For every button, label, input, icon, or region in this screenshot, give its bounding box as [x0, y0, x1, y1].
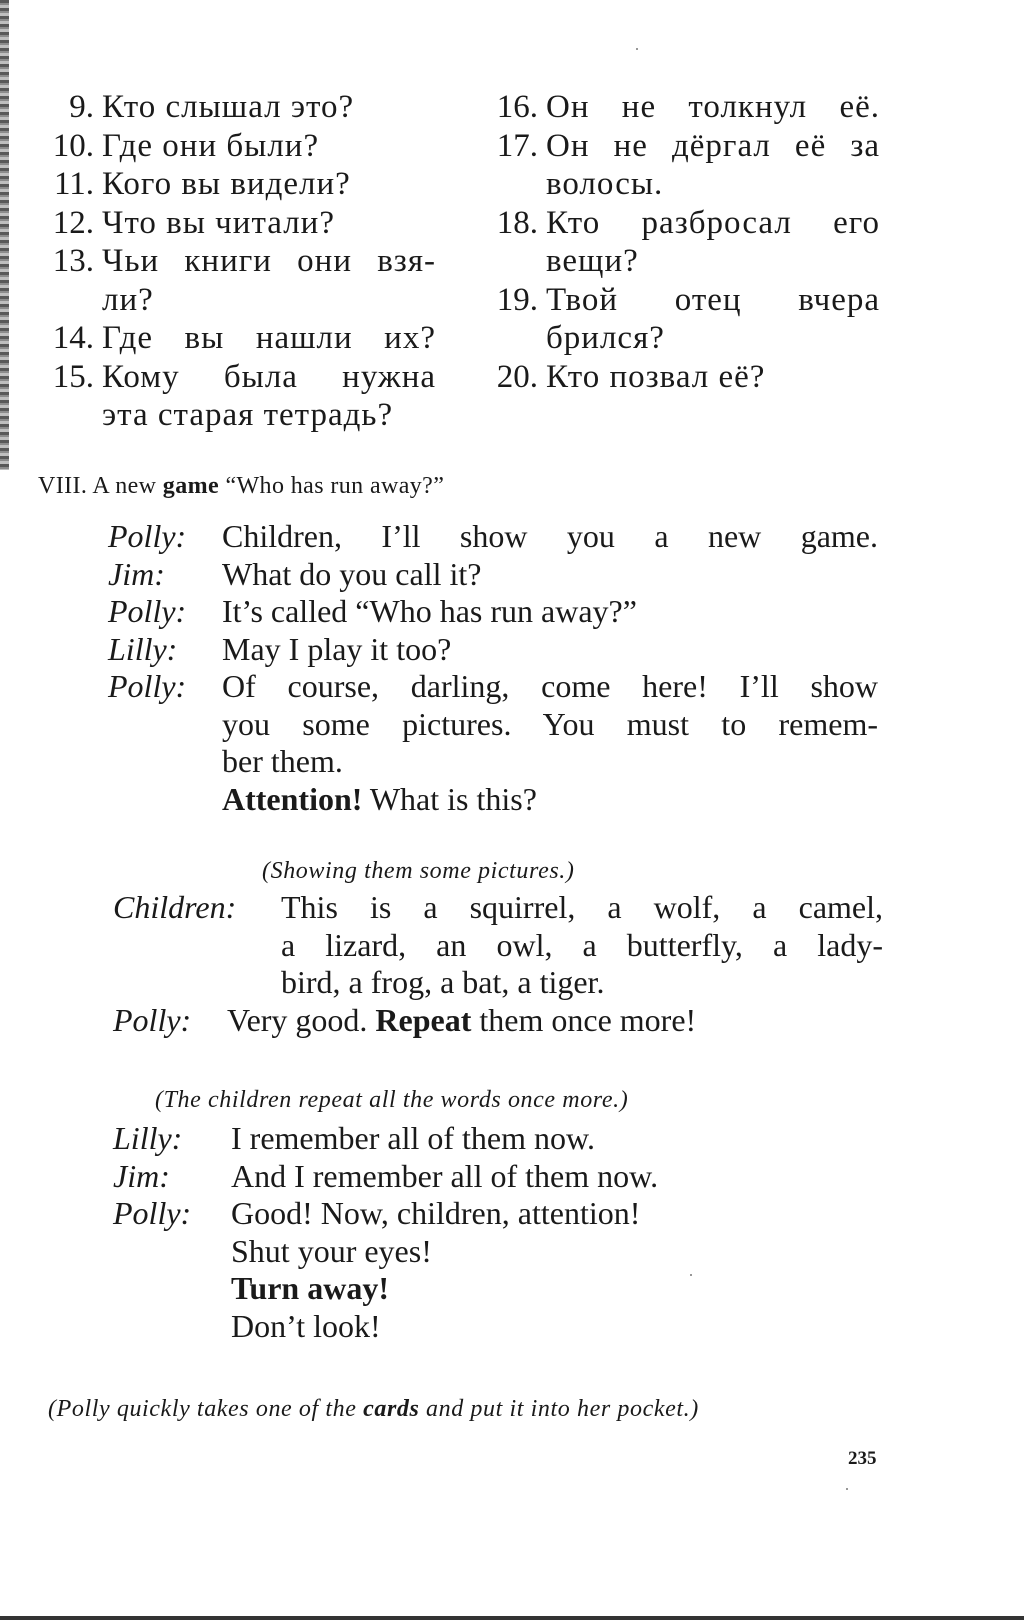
dialogue-text: you some pictures. You must to remem- [222, 705, 878, 742]
section-numeral: VIII. [38, 473, 88, 499]
question-continuation [480, 319, 880, 358]
question-item [36, 127, 436, 166]
question-text: Чьи книги они взя- [102, 243, 436, 279]
question-text: волосы. [546, 166, 664, 202]
question-text: Где они были? [102, 127, 320, 164]
section-title-post: “Who has run away?” [225, 473, 445, 499]
question-item [36, 165, 436, 204]
section-title-pre: A new [92, 473, 157, 499]
dialogue-line [108, 593, 878, 631]
speaker-name: Lilly: [108, 630, 178, 667]
question-text: Он не дёргал её за [546, 127, 880, 164]
dialogue-text: Don’t look! [231, 1307, 381, 1344]
questions-right-column [480, 88, 880, 396]
binding-shadow [0, 0, 9, 470]
question-number: 11. [53, 166, 94, 202]
stage-text: and put it into her pocket.) [419, 1396, 699, 1422]
stage-text: (Polly quickly takes one of the [48, 1396, 364, 1422]
speaker-name: Polly: [108, 518, 187, 554]
section-heading [38, 473, 444, 500]
question-number: 14. [52, 320, 94, 356]
dialogue-line [108, 631, 878, 669]
dialogue-line [113, 1158, 883, 1196]
dialogue-block-3 [113, 1120, 883, 1345]
dialogue-line [108, 743, 878, 781]
question-item [480, 281, 880, 320]
dialogue-line [113, 1195, 883, 1233]
dialogue-text: ber them. [222, 743, 343, 779]
dialogue-line [108, 781, 878, 819]
dialogue-line [113, 1233, 883, 1271]
dialogue-text: Good! Now, children, attention! [231, 1195, 641, 1231]
question-number: 15. [52, 358, 94, 395]
dialogue-line [113, 1002, 883, 1040]
dialogue-text: Shut your eyes! [231, 1232, 432, 1269]
question-text: вещи? [546, 243, 639, 279]
dialogue-line [113, 964, 883, 1002]
speaker-name: Polly: [113, 1001, 192, 1038]
stage-direction: (The children repeat all the words once more.) [155, 1087, 629, 1113]
dialogue-text: It’s called “Who has run away?” [222, 593, 637, 629]
question-item [480, 358, 880, 397]
dialogue-line [113, 1270, 883, 1308]
question-number: 18. [496, 204, 538, 241]
question-text: Кто разбросал его [546, 204, 880, 241]
question-text: Он не толкнул её. [546, 89, 880, 125]
dialogue-text: I remember all of them now. [231, 1120, 596, 1156]
speaker-name: Polly: [108, 593, 187, 629]
print-speck [846, 1488, 848, 1490]
speaker-name: Children: [113, 889, 237, 925]
dialogue-text: What is this? [362, 780, 537, 817]
question-continuation [36, 396, 436, 435]
section-title-bold: game [162, 473, 220, 499]
dialogue-block-1 [108, 518, 878, 818]
dialogue-line [113, 889, 883, 927]
dialogue-text: a lizard, an owl, a butterfly, a lady- [281, 926, 883, 963]
speaker-name: Polly: [113, 1195, 192, 1231]
question-text: Кому была нужна [102, 358, 436, 395]
dialogue-line [113, 1120, 883, 1158]
question-item [480, 127, 880, 166]
question-text: Где вы нашли их? [102, 320, 436, 356]
question-number: 9. [69, 89, 94, 125]
question-number: 12. [52, 204, 94, 241]
question-item [36, 88, 436, 127]
question-number: 17. [496, 127, 538, 164]
dialogue-line [108, 668, 878, 706]
question-text: Твой отец вчера [546, 281, 880, 318]
speaker-name: Jim: [108, 555, 165, 592]
question-item [36, 242, 436, 281]
dialogue-block-2 [113, 889, 883, 1039]
questions-left-column [36, 88, 436, 435]
dialogue-text: Very good. [227, 1001, 376, 1038]
emphasis-turn-away: Turn away! [231, 1270, 389, 1306]
dialogue-line [108, 556, 878, 594]
dialogue-line [108, 518, 878, 556]
question-item [480, 88, 880, 127]
page-bottom-edge [0, 1616, 1024, 1620]
dialogue-text: bird, a frog, a bat, a tiger. [281, 964, 605, 1000]
dialogue-line [108, 706, 878, 744]
question-text: Кого вы видели? [102, 166, 351, 202]
question-item [480, 204, 880, 243]
question-item [36, 358, 436, 397]
question-number: 13. [52, 243, 94, 279]
dialogue-text: Of course, darling, come here! I’ll show [222, 668, 878, 704]
dialogue-text: What do you call it? [222, 555, 482, 592]
emphasis-cards: cards [363, 1396, 420, 1422]
question-text: Что вы читали? [102, 204, 335, 241]
emphasis-attention: Attention! [222, 780, 363, 817]
question-text: Кто слышал это? [102, 89, 355, 125]
speaker-name: Polly: [108, 668, 187, 704]
question-continuation [480, 242, 880, 281]
stage-direction [48, 1396, 699, 1423]
question-item [36, 319, 436, 358]
stage-direction: (Showing them some pictures.) [262, 858, 575, 884]
page-number: 235 [848, 1448, 877, 1469]
dialogue-line [113, 1308, 883, 1346]
dialogue-text: And I remember all of them now. [231, 1157, 659, 1194]
dialogue-text: Children, I’ll show you a new game. [222, 518, 878, 554]
speaker-name: Lilly: [113, 1120, 183, 1156]
question-text: эта старая тетрадь? [102, 397, 394, 433]
dialogue-line [113, 927, 883, 965]
dialogue-text: May I play it too? [222, 630, 452, 667]
print-speck [636, 48, 638, 50]
speaker-name: Jim: [113, 1157, 170, 1194]
dialogue-text: them once more! [471, 1001, 697, 1038]
question-item [36, 204, 436, 243]
dialogue-text: This is a squirrel, a wolf, a camel, [281, 889, 883, 925]
question-continuation [36, 281, 436, 320]
question-text: Кто позвал её? [546, 358, 766, 395]
question-continuation [480, 165, 880, 204]
question-number: 20. [496, 358, 538, 395]
question-number: 10. [52, 127, 94, 164]
question-number: 19. [496, 281, 538, 318]
emphasis-repeat: Repeat [375, 1001, 472, 1038]
question-text: ли? [102, 281, 154, 318]
question-number: 16. [496, 89, 538, 125]
question-text: брился? [546, 320, 665, 356]
